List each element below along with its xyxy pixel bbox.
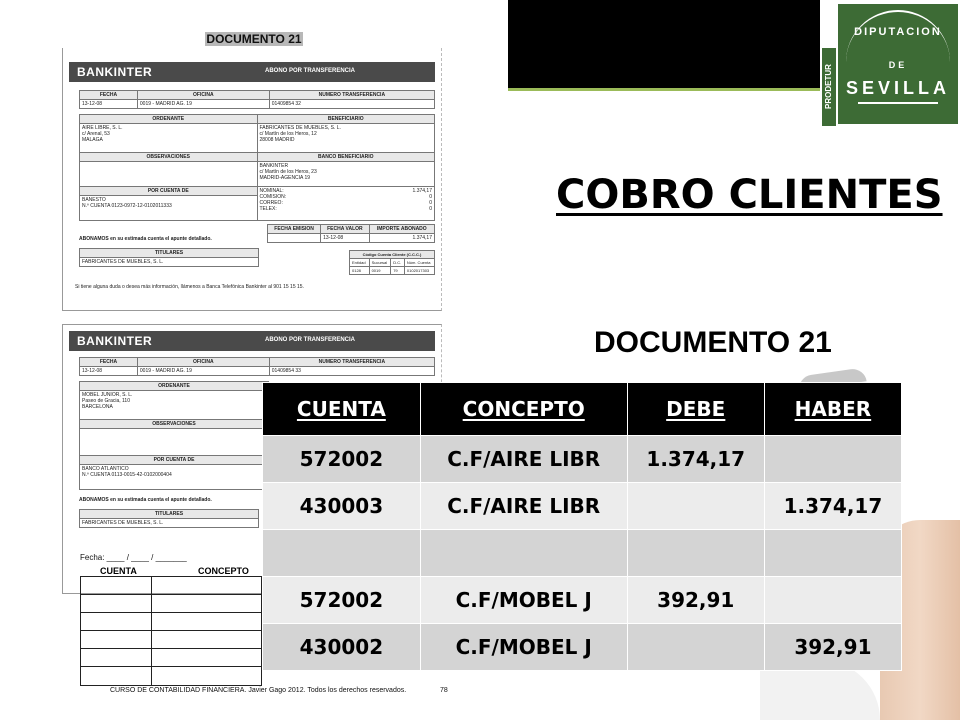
fecha-line: Fecha: ____ / ____ / _______ [80, 553, 187, 562]
diputacion-logo [838, 4, 958, 124]
titulares-table [79, 509, 259, 528]
ordenante-box [80, 124, 258, 153]
fecha-header: FECHA [80, 91, 138, 100]
ccc-table [349, 250, 435, 275]
slip-header-table [79, 90, 435, 109]
cell-haber [764, 436, 901, 483]
cell-concepto: C.F/MOBEL J [420, 624, 627, 671]
prodetur-label: PRODETUR [822, 48, 836, 126]
titulares-header: TITULARES [80, 249, 259, 258]
worksheet-row [81, 595, 261, 613]
banco-line: c/ Martín de los Heros, 23 [259, 169, 317, 175]
logo-text-diputacion: DIPUTACION [854, 26, 942, 38]
header-bar [508, 0, 820, 88]
worksheet-row [81, 613, 261, 631]
numero-value: 01409854 33 [269, 367, 434, 376]
bank-note: Si tiene alguna duda o desea más información, llámenos a Banca Telefónica Bankinter al 901 15 15 15. [75, 284, 304, 290]
importe-value: 1.374,17 [369, 234, 434, 243]
header-accent-line [508, 88, 820, 91]
cell-haber [764, 530, 901, 577]
cell-cuenta: 572002 [263, 436, 421, 483]
table-row [263, 577, 902, 624]
bank-logo: BANKINTER [77, 65, 153, 79]
nominal-box [257, 187, 435, 221]
slip-parties-table [79, 114, 435, 221]
ordenante-header: ORDENANTE [80, 382, 269, 391]
dates-table [267, 224, 435, 243]
worksheet-row [81, 631, 261, 649]
logo-text-sevilla: SEVILLA [845, 78, 950, 98]
por-cuenta-line: BANCO ATLANTICO [82, 466, 129, 472]
oficina-value: 0019 - MADRID AG. 19 [137, 100, 269, 109]
ordenante-line: c/ Arenal, 53 [82, 131, 110, 137]
slip-parties-table [79, 381, 269, 490]
por-cuenta-line: N.º CUENTA 0123-0972-12-0102011333 [82, 203, 172, 209]
beneficiario-line: 28008 MADRID [259, 137, 295, 143]
worksheet-row [81, 577, 261, 595]
cell-cuenta: 430003 [263, 483, 421, 530]
fecha-emision-header: FECHA EMISION [268, 225, 321, 234]
header-debe: DEBE [627, 383, 764, 436]
cell-concepto: C.F/MOBEL J [420, 577, 627, 624]
ccc-val: 0128 [350, 267, 370, 275]
ccc-header: Código Cuenta Cliente (C.C.C.) [350, 251, 435, 259]
nominal-row: TELEX: 0 [259, 206, 432, 212]
logo-text-de: DE [888, 60, 908, 70]
logo-base-line [858, 102, 938, 104]
ccc-val: 0019 [369, 267, 391, 275]
bank-band [69, 62, 435, 82]
header-cuenta: CUENTA [263, 383, 421, 436]
titulares-value: FABRICANTES DE MUEBLES, S. L. [80, 519, 259, 528]
importe-header: IMPORTE ABONADO [369, 225, 434, 234]
fecha-value: 13-12-08 [80, 100, 138, 109]
oficina-header: OFICINA [137, 358, 269, 367]
transfer-slip-1 [62, 48, 442, 311]
ccc-val: 0102017303 [404, 267, 434, 275]
table-row [263, 530, 902, 577]
fecha-header: FECHA [80, 358, 138, 367]
cell-haber: 392,91 [764, 624, 901, 671]
abonamos-text: ABONAMOS en su estimada cuenta el apunte detallado. [79, 497, 212, 503]
header-haber: HABER [764, 383, 901, 436]
fecha-emision-value [268, 234, 321, 243]
beneficiario-line: FABRICANTES DE MUEBLES, S. L. [259, 125, 341, 131]
abono-label: ABONO POR TRANSFERENCIA [264, 337, 355, 343]
cell-debe [627, 530, 764, 577]
ccc-val: 79 [391, 267, 405, 275]
cell-cuenta [263, 530, 421, 577]
worksheet-divider [151, 577, 152, 685]
banco-line: BANKINTER [259, 163, 289, 169]
cell-cuenta: 572002 [263, 577, 421, 624]
oficina-header: OFICINA [137, 91, 269, 100]
por-cuenta-line: N.º CUENTA 0113-0015-42-0102000404 [82, 472, 172, 478]
ccc-col: Entidad [350, 259, 370, 267]
slip-header-table [79, 357, 435, 376]
journal-header-row [263, 383, 902, 436]
fecha-valor-header: FECHA VALOR [321, 225, 369, 234]
cell-haber [764, 577, 901, 624]
ordenante-line: MALAGA [82, 137, 103, 143]
observaciones-header: OBSERVACIONES [80, 420, 269, 429]
numero-header: NUMERO TRANSFERENCIA [269, 91, 434, 100]
ordenante-line: MOBEL JUNIOR, S. L. [82, 392, 133, 398]
header-concepto: CONCEPTO [420, 383, 627, 436]
por-cuenta-header: POR CUENTA DE [80, 187, 258, 196]
observaciones-header: OBSERVACIONES [80, 153, 258, 162]
cell-debe: 392,91 [627, 577, 764, 624]
cell-concepto [420, 530, 627, 577]
document-title: DOCUMENTO 21 [206, 32, 302, 46]
ccc-col: D.C. [391, 259, 405, 267]
abono-label: ABONO POR TRANSFERENCIA [264, 68, 355, 74]
journal-worksheet [80, 576, 262, 686]
observaciones-box [80, 429, 269, 456]
cell-concepto: C.F/AIRE LIBR [420, 483, 627, 530]
bank-band [69, 331, 435, 351]
abonamos-text: ABONAMOS en su estimada cuenta el apunte detallado. [79, 236, 212, 242]
table-row [263, 436, 902, 483]
por-cuenta-box [80, 465, 269, 490]
beneficiario-header: BENEFICIARIO [257, 115, 435, 124]
document-subtitle: DOCUMENTO 21 [594, 326, 832, 359]
table-row [263, 624, 902, 671]
banco-line: MADRID-AGENCIA 19 [259, 175, 311, 181]
oficina-value: 0019 - MADRID AG. 19 [137, 367, 269, 376]
por-cuenta-line: BANESTO [82, 197, 106, 203]
numero-value: 01409854 32 [269, 100, 434, 109]
cell-debe [627, 483, 764, 530]
bank-logo: BANKINTER [77, 334, 153, 348]
cell-debe: 1.374,17 [627, 436, 764, 483]
ordenante-header: ORDENANTE [80, 115, 258, 124]
ccc-col: Sucursal [369, 259, 391, 267]
worksheet-row [81, 649, 261, 667]
grid-header-cuenta: CUENTA [100, 566, 137, 576]
page-number: 78 [440, 687, 448, 694]
journal-entry-table [262, 382, 902, 671]
cell-concepto: C.F/AIRE LIBR [420, 436, 627, 483]
nominal-row: COMISION: 0 [259, 194, 432, 200]
banco-beneficiario-header: BANCO BENEFICIARIO [257, 153, 435, 162]
ordenante-box [80, 391, 269, 420]
cell-cuenta: 430002 [263, 624, 421, 671]
beneficiario-line: c/ Martín de los Heros, 12 [259, 131, 317, 137]
cell-debe [627, 624, 764, 671]
nominal-row: NOMINAL: 1.374,17 [259, 188, 432, 194]
grid-header-concepto: CONCEPTO [198, 566, 249, 576]
titulares-header: TITULARES [80, 510, 259, 519]
por-cuenta-header: POR CUENTA DE [80, 456, 269, 465]
page-title: COBRO CLIENTES [556, 172, 943, 218]
beneficiario-box [257, 124, 435, 153]
fecha-valor-value: 13-12-08 [321, 234, 369, 243]
nominal-row: CORREO: 0 [259, 200, 432, 206]
table-row [263, 483, 902, 530]
por-cuenta-box [80, 196, 258, 221]
fecha-value: 13-12-08 [80, 367, 138, 376]
ordenante-line: AIRE LIBRE, S. L. [82, 125, 123, 131]
ccc-col: Núm. Cuenta [404, 259, 434, 267]
footer-copyright: CURSO DE CONTABILIDAD FINANCIERA. Javier Gago 2012. Todos los derechos reservados. [110, 687, 407, 694]
titulares-value: FABRICANTES DE MUEBLES, S. L. [80, 258, 259, 267]
ordenante-line: Paseo de Gracia, 110 [82, 398, 130, 404]
titulares-table [79, 248, 259, 267]
numero-header: NUMERO TRANSFERENCIA [269, 358, 434, 367]
cell-haber: 1.374,17 [764, 483, 901, 530]
observaciones-box [80, 162, 258, 187]
ordenante-line: BARCELONA [82, 404, 113, 410]
banco-beneficiario-box [257, 162, 435, 187]
